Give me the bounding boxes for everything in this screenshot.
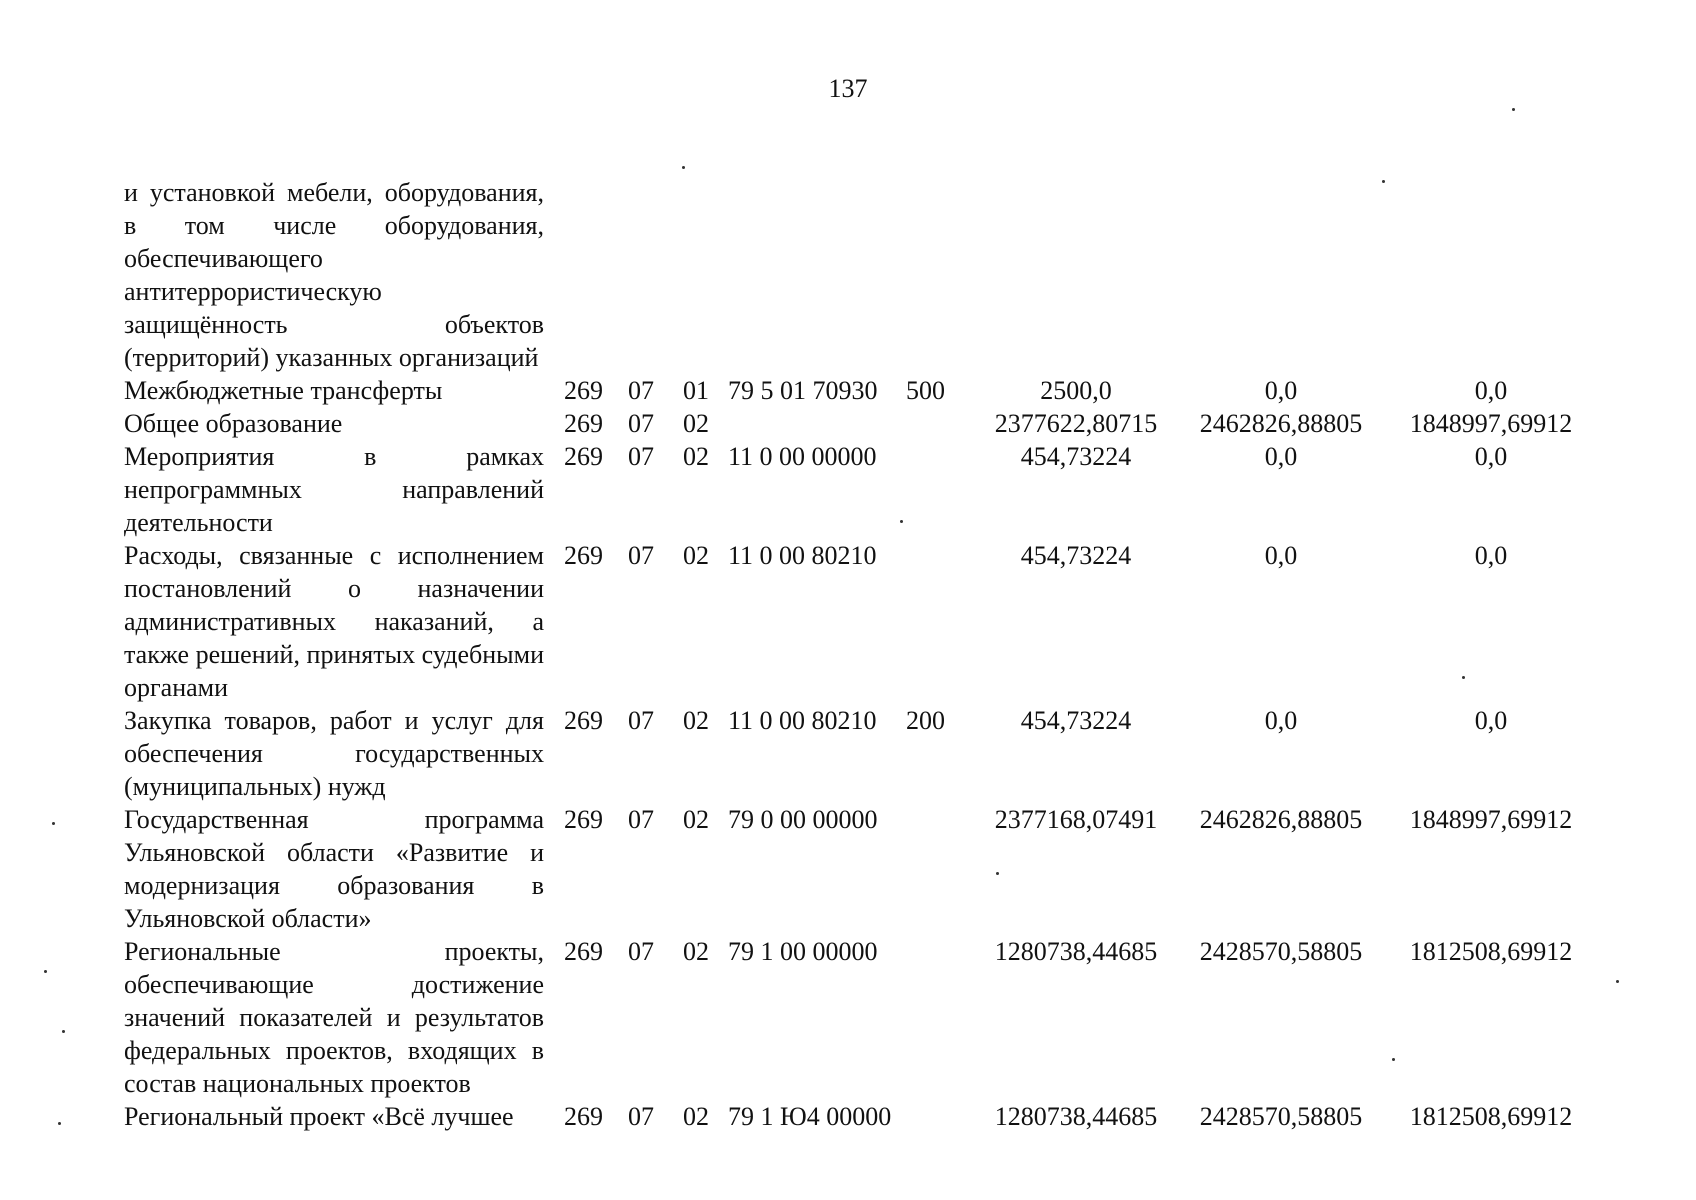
subsection-code: 02 (683, 706, 709, 735)
amount-year-2: 2462826,88805 (1199, 409, 1363, 438)
amount-year-2: 0,0 (1264, 541, 1298, 570)
admin-code: 269 (564, 541, 603, 570)
amount-year-3: 1812508,69912 (1409, 937, 1573, 966)
amount-year-1 (976, 176, 1176, 374)
table-row (124, 803, 1596, 935)
section-code: 07 (628, 442, 654, 471)
amount-year-1: 2377168,07491 (994, 805, 1158, 834)
row-name: Межбюджетные трансферты (124, 376, 443, 405)
target-article-code: 79 0 00 00000 (728, 805, 878, 834)
budget-table (124, 176, 1596, 1133)
target-article-code: 11 0 00 80210 (728, 706, 877, 735)
scan-speck (900, 520, 903, 523)
scan-speck (62, 1030, 65, 1033)
amount-year-2: 2428570,58805 (1199, 1102, 1363, 1131)
expense-type-code: 500 (906, 376, 945, 405)
amount-year-1: 2377622,80715 (994, 409, 1158, 438)
expense-type-code (906, 935, 976, 1100)
amount-year-3: 0,0 (1474, 376, 1508, 405)
admin-code: 269 (564, 706, 603, 735)
amount-year-3: 0,0 (1474, 706, 1508, 735)
subsection-code: 02 (683, 409, 709, 438)
admin-code: 269 (564, 1102, 603, 1131)
amount-year-1: 454,73224 (1020, 442, 1132, 471)
expense-type-code (906, 407, 976, 440)
subsection-code: 02 (683, 805, 709, 834)
amount-year-3 (1386, 176, 1596, 374)
table-row (124, 539, 1596, 704)
table-row (124, 704, 1596, 803)
scan-speck (1462, 676, 1465, 679)
amount-year-2: 2462826,88805 (1199, 805, 1363, 834)
section-code: 07 (628, 706, 654, 735)
expense-type-code (906, 176, 976, 374)
expense-type-code (906, 539, 976, 704)
amount-year-2: 0,0 (1264, 706, 1298, 735)
subsection-code: 02 (683, 541, 709, 570)
section-code: 07 (628, 937, 654, 966)
row-name: и установкой мебели, оборудования, в том числе оборудования, обеспечивающего антитеррористическую защищённость объектов (территорий) указанных организаций (124, 178, 544, 372)
page-number: 137 (828, 74, 868, 103)
amount-year-3: 0,0 (1474, 541, 1508, 570)
expense-type-code (906, 1100, 976, 1133)
expense-type-code: 200 (906, 706, 945, 735)
target-article-code (728, 176, 906, 374)
target-article-code: 79 5 01 70930 (728, 376, 878, 405)
admin-code: 269 (564, 409, 603, 438)
amount-year-2: 0,0 (1264, 376, 1298, 405)
admin-code: 269 (564, 937, 603, 966)
row-name: Мероприятия в рамках непрограммных направлений деятельности (124, 442, 544, 537)
table-row (124, 374, 1596, 407)
subsection-code (683, 176, 728, 374)
admin-code: 269 (564, 376, 603, 405)
admin-code: 269 (564, 805, 603, 834)
amount-year-2: 0,0 (1264, 442, 1298, 471)
amount-year-2 (1176, 176, 1386, 374)
subsection-code: 02 (683, 442, 709, 471)
scan-speck (1616, 980, 1619, 983)
row-name: Государственная программа Ульяновской области «Развитие и модернизация образования в Ульяновской области» (124, 805, 544, 933)
scan-speck (52, 822, 55, 825)
target-article-code: 79 1 Ю4 00000 (728, 1102, 892, 1131)
expense-type-code (906, 803, 976, 935)
section-code: 07 (628, 376, 654, 405)
amount-year-2: 2428570,58805 (1199, 937, 1363, 966)
amount-year-3: 0,0 (1474, 442, 1508, 471)
scan-speck (44, 970, 47, 973)
scan-speck (996, 872, 999, 875)
amount-year-1: 1280738,44685 (994, 1102, 1158, 1131)
target-article-code: 11 0 00 80210 (728, 541, 877, 570)
row-name: Региональный проект «Всё лучшее (124, 1102, 514, 1131)
subsection-code: 01 (683, 376, 709, 405)
scan-speck (1382, 180, 1385, 183)
table-row (124, 440, 1596, 539)
section-code: 07 (628, 1102, 654, 1131)
scan-speck (58, 1122, 61, 1125)
table-row (124, 935, 1596, 1100)
expense-type-code (906, 440, 976, 539)
scan-speck (682, 166, 685, 169)
target-article-code: 79 1 00 00000 (728, 937, 878, 966)
table-row (124, 407, 1596, 440)
section-code (628, 176, 683, 374)
section-code: 07 (628, 541, 654, 570)
admin-code (564, 176, 628, 374)
amount-year-3: 1848997,69912 (1409, 805, 1573, 834)
amount-year-3: 1848997,69912 (1409, 409, 1573, 438)
amount-year-1: 1280738,44685 (994, 937, 1158, 966)
row-name: Региональные проекты, обеспечивающие достижение значений показателей и результатов федеральных проектов, входящих в состав национальных проектов (124, 937, 544, 1098)
target-article-code (728, 407, 906, 440)
admin-code: 269 (564, 442, 603, 471)
section-code: 07 (628, 409, 654, 438)
amount-year-1: 454,73224 (1020, 541, 1132, 570)
table-row (124, 176, 1596, 374)
subsection-code: 02 (683, 1102, 709, 1131)
amount-year-3: 1812508,69912 (1409, 1102, 1573, 1131)
amount-year-1: 2500,0 (1040, 376, 1112, 405)
target-article-code: 11 0 00 00000 (728, 442, 877, 471)
scan-speck (1512, 108, 1515, 111)
row-name: Общее образование (124, 409, 343, 438)
row-name: Закупка товаров, работ и услуг для обеспечения государственных (муниципальных) нужд (124, 706, 544, 801)
section-code: 07 (628, 805, 654, 834)
table-row (124, 1100, 1596, 1133)
amount-year-1: 454,73224 (1020, 706, 1132, 735)
subsection-code: 02 (683, 937, 709, 966)
scan-speck (1392, 1058, 1395, 1061)
row-name: Расходы, связанные с исполнением постановлений о назначении административных наказаний, а также решений, принятых судебными органами (124, 541, 544, 702)
